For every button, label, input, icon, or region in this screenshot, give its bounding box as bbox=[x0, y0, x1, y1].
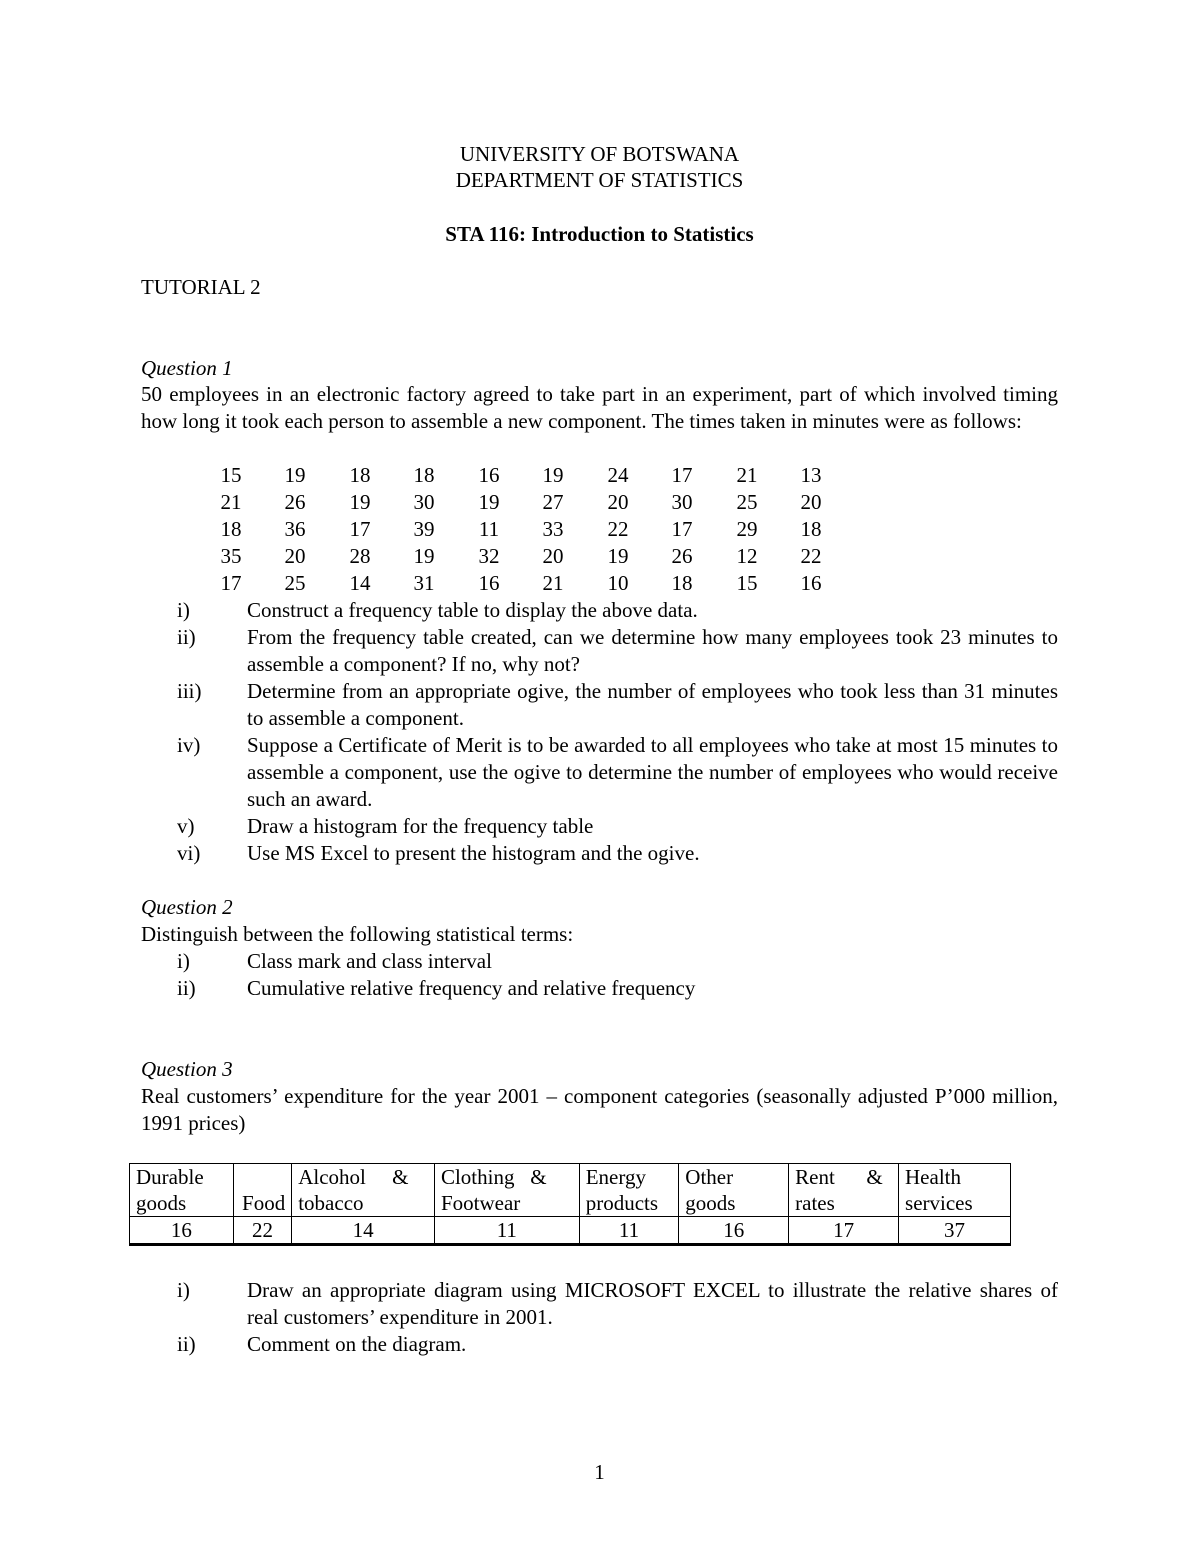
header-line bbox=[240, 1164, 286, 1190]
data-cell: 15 bbox=[736, 571, 758, 595]
data-cell: 18 bbox=[800, 517, 822, 541]
question-2-title: Question 2 bbox=[141, 895, 233, 919]
item-number: i) bbox=[177, 949, 190, 973]
tutorial-label: TUTORIAL 2 bbox=[141, 275, 261, 299]
header-cell bbox=[233, 1164, 292, 1217]
data-cell: 25 bbox=[736, 490, 758, 514]
data-row bbox=[201, 462, 901, 489]
header-line: Durable bbox=[136, 1165, 204, 1189]
header-line: Footwear bbox=[440, 1191, 521, 1215]
header-cell bbox=[579, 1164, 679, 1217]
university-heading: UNIVERSITY OF BOTSWANA bbox=[459, 142, 740, 166]
value-cell: 16 bbox=[679, 1217, 789, 1245]
value-cell: 14 bbox=[292, 1217, 435, 1245]
data-cell: 16 bbox=[800, 571, 822, 595]
header-line: products bbox=[585, 1191, 659, 1215]
data-cell: 26 bbox=[284, 490, 306, 514]
data-cell: 33 bbox=[542, 517, 564, 541]
page-number: 1 bbox=[594, 1460, 605, 1484]
header-cell bbox=[679, 1164, 789, 1217]
header-cell bbox=[434, 1164, 579, 1217]
data-cell: 18 bbox=[220, 517, 242, 541]
data-cell: 17 bbox=[349, 517, 371, 541]
data-cell: 25 bbox=[284, 571, 306, 595]
header-line: rates bbox=[795, 1191, 835, 1215]
data-cell: 17 bbox=[220, 571, 242, 595]
data-cell: 22 bbox=[800, 544, 822, 568]
question-1-title: Question 1 bbox=[141, 356, 233, 380]
data-cell: 17 bbox=[671, 517, 693, 541]
data-cell: 21 bbox=[220, 490, 242, 514]
item-text: Draw a histogram for the frequency table bbox=[247, 814, 594, 838]
question-3-intro: Real customers’ expenditure for the year 2001 – component categories (seasonally adjusted P’000 million, 1991 prices) bbox=[141, 1084, 1058, 1135]
item-number: iii) bbox=[177, 679, 202, 703]
data-cell: 21 bbox=[542, 571, 564, 595]
header-cell bbox=[789, 1164, 899, 1217]
data-cell: 19 bbox=[284, 463, 306, 487]
data-cell: 28 bbox=[349, 544, 371, 568]
table-header-row bbox=[130, 1164, 1011, 1217]
data-cell: 16 bbox=[478, 463, 500, 487]
item-number: v) bbox=[177, 814, 195, 838]
item-text: From the frequency table created, can we determine how many employees took 23 minutes to assemble a component? If no, why not? bbox=[247, 625, 1058, 676]
data-cell: 19 bbox=[349, 490, 371, 514]
data-cell: 22 bbox=[607, 517, 629, 541]
data-cell: 20 bbox=[607, 490, 629, 514]
value-cell: 22 bbox=[233, 1217, 292, 1245]
item-text: Comment on the diagram. bbox=[247, 1332, 467, 1356]
data-cell: 24 bbox=[607, 463, 629, 487]
department-heading: DEPARTMENT OF STATISTICS bbox=[455, 168, 744, 192]
value-cell: 11 bbox=[434, 1217, 579, 1245]
value-cell: 37 bbox=[899, 1217, 1011, 1245]
course-title: STA 116: Introduction to Statistics bbox=[445, 222, 754, 246]
data-row bbox=[201, 516, 901, 543]
header-line: Health bbox=[905, 1165, 961, 1189]
data-cell: 36 bbox=[284, 517, 306, 541]
data-cell: 20 bbox=[284, 544, 306, 568]
question-2-intro: Distinguish between the following statistical terms: bbox=[141, 922, 574, 946]
data-row bbox=[201, 570, 901, 597]
item-text: Cumulative relative frequency and relative frequency bbox=[247, 976, 696, 1000]
data-cell: 19 bbox=[478, 490, 500, 514]
data-cell: 12 bbox=[736, 544, 758, 568]
value-cell: 17 bbox=[789, 1217, 899, 1245]
item-text: Class mark and class interval bbox=[247, 949, 492, 973]
data-cell: 29 bbox=[736, 517, 758, 541]
header-line: Energy bbox=[585, 1165, 646, 1189]
item-text: Construct a frequency table to display the above data. bbox=[247, 598, 698, 622]
data-cell: 19 bbox=[542, 463, 564, 487]
value-cell: 11 bbox=[579, 1217, 679, 1245]
data-cell: 30 bbox=[413, 490, 435, 514]
data-cell: 11 bbox=[478, 517, 500, 541]
header-line: Other bbox=[685, 1165, 734, 1189]
data-cell: 16 bbox=[478, 571, 500, 595]
header-line: services bbox=[905, 1191, 973, 1215]
data-cell: 17 bbox=[671, 463, 693, 487]
data-cell: 18 bbox=[413, 463, 435, 487]
data-cell: 19 bbox=[413, 544, 435, 568]
data-cell: 39 bbox=[413, 517, 435, 541]
item-number: ii) bbox=[177, 1332, 196, 1356]
header-line: goods bbox=[685, 1191, 736, 1215]
data-cell: 20 bbox=[800, 490, 822, 514]
data-cell: 31 bbox=[413, 571, 435, 595]
data-cell: 18 bbox=[671, 571, 693, 595]
item-text: Draw an appropriate diagram using MICROSOFT EXCEL to illustrate the relative shares of real customers’ expenditure in 2001. bbox=[247, 1278, 1058, 1329]
data-cell: 27 bbox=[542, 490, 564, 514]
header-line: Food bbox=[242, 1191, 286, 1215]
item-text: Use MS Excel to present the histogram and the ogive. bbox=[247, 841, 700, 865]
header-cell bbox=[899, 1164, 1011, 1217]
header-cell bbox=[130, 1164, 234, 1217]
item-number: iv) bbox=[177, 733, 201, 757]
item-number: i) bbox=[177, 1278, 190, 1302]
header-line: Clothing & bbox=[440, 1165, 547, 1189]
data-cell: 26 bbox=[671, 544, 693, 568]
data-cell: 21 bbox=[736, 463, 758, 487]
header-line: goods bbox=[136, 1191, 187, 1215]
header-cell bbox=[292, 1164, 435, 1217]
data-cell: 32 bbox=[478, 544, 500, 568]
header-line: tobacco bbox=[298, 1191, 364, 1215]
item-text: Suppose a Certificate of Merit is to be awarded to all employees who take at most 15 minutes to assemble a component, use the ogive to determine the number of employees who would receive such an award. bbox=[247, 733, 1058, 811]
data-row bbox=[201, 489, 901, 516]
table-row bbox=[130, 1217, 1011, 1245]
item-number: vi) bbox=[177, 841, 201, 865]
value-cell: 16 bbox=[130, 1217, 234, 1245]
data-cell: 30 bbox=[671, 490, 693, 514]
data-cell: 19 bbox=[607, 544, 629, 568]
data-cell: 14 bbox=[349, 571, 371, 595]
question-1-intro: 50 employees in an electronic factory agreed to take part in an experiment, part of which involved timing how long it took each person to assemble a new component. The times taken in minutes were as follows: bbox=[141, 382, 1058, 433]
data-cell: 13 bbox=[800, 463, 822, 487]
question-3-title: Question 3 bbox=[141, 1057, 233, 1081]
expenditure-table bbox=[129, 1163, 1011, 1246]
header-line: Alcohol & bbox=[298, 1165, 409, 1189]
item-text: Determine from an appropriate ogive, the number of employees who took less than 31 minutes to assemble a component. bbox=[247, 679, 1058, 730]
data-cell: 20 bbox=[542, 544, 564, 568]
data-cell: 15 bbox=[220, 463, 242, 487]
data-cell: 10 bbox=[607, 571, 629, 595]
item-number: ii) bbox=[177, 625, 196, 649]
header-line: Rent & bbox=[795, 1165, 883, 1189]
item-number: ii) bbox=[177, 976, 196, 1000]
data-cell: 18 bbox=[349, 463, 371, 487]
item-number: i) bbox=[177, 598, 190, 622]
data-row bbox=[201, 543, 901, 570]
data-cell: 35 bbox=[220, 544, 242, 568]
